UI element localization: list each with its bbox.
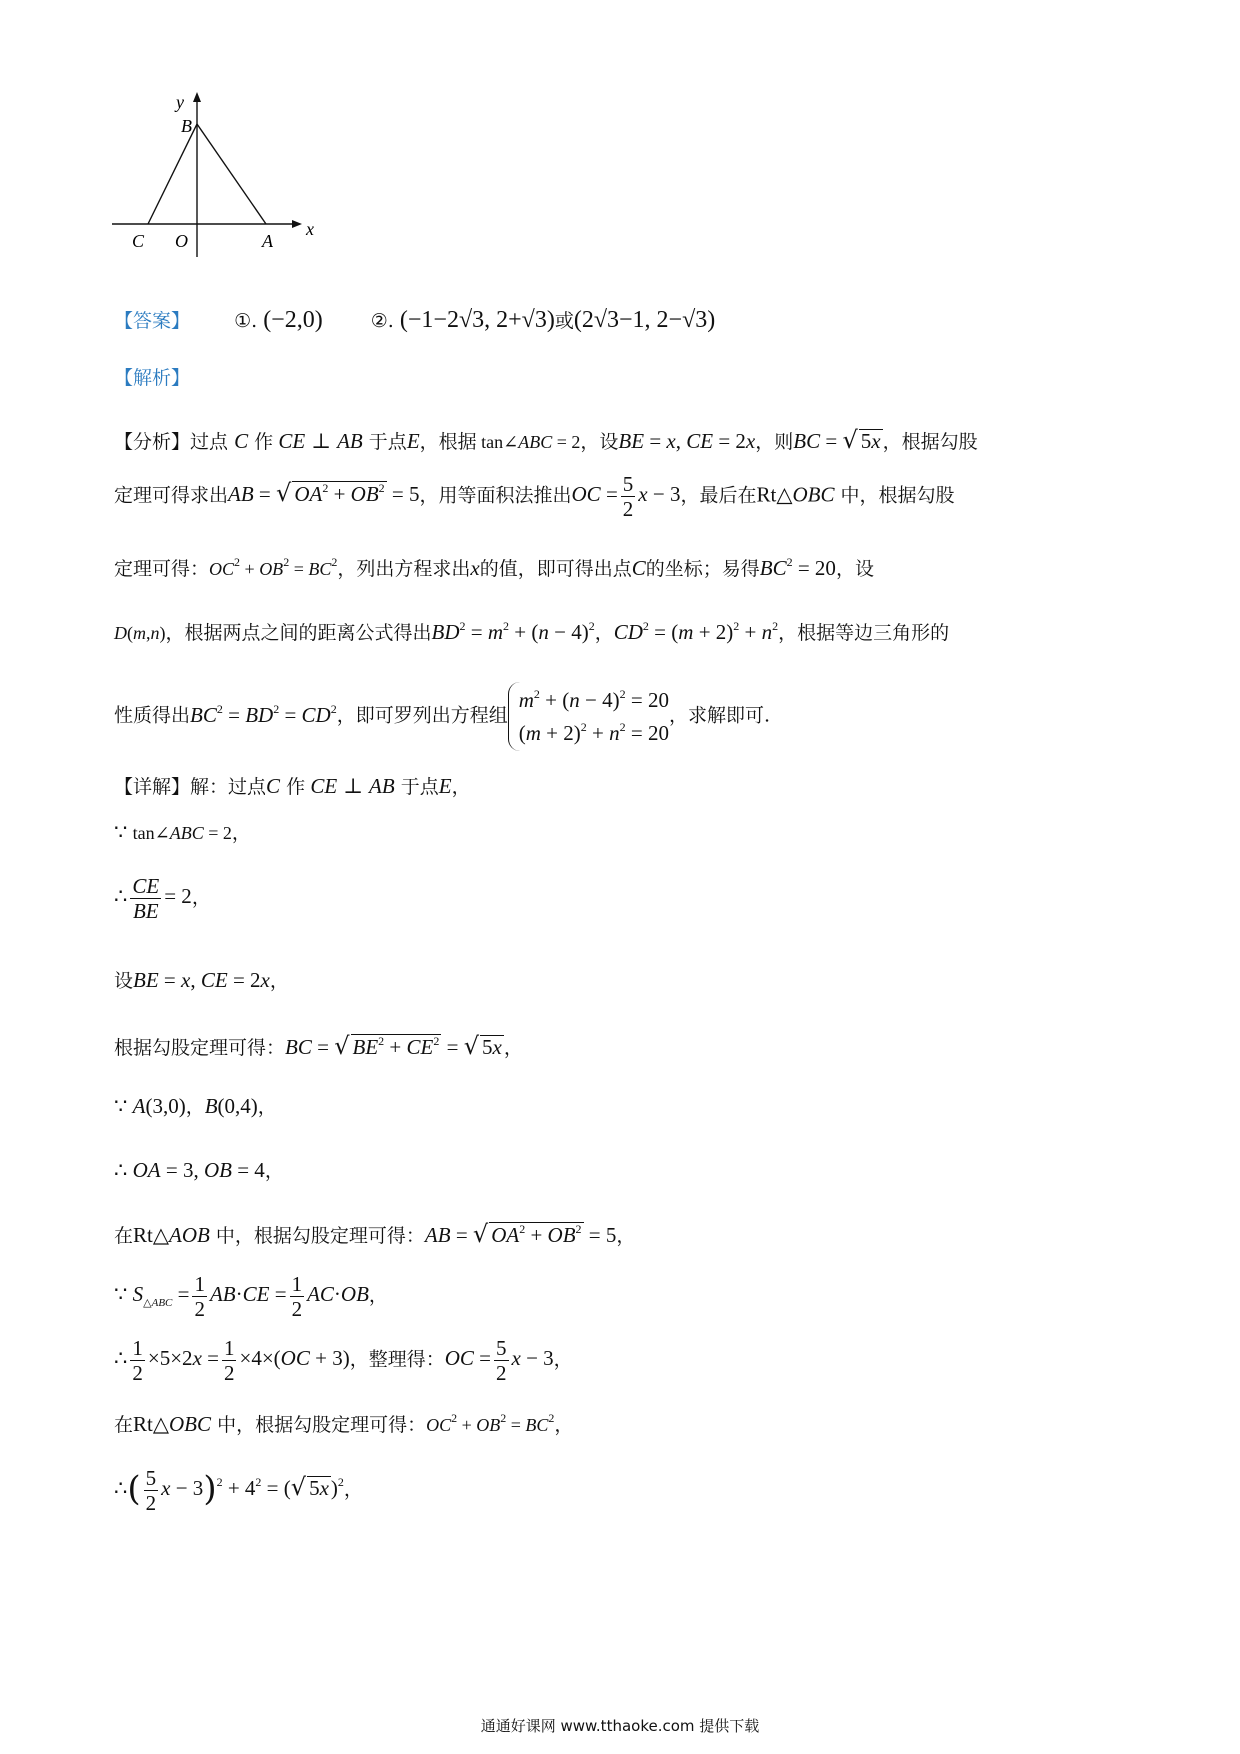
fenxi-line-3: 定理可得：$OC^2 + OB^2 = BC^2$，列出方程求出x的值，即可得出点C的坐标；易得$BC^2 = 20$，设 — [114, 555, 874, 580]
detail-text: 中，根据勾股定理可得： — [215, 1225, 425, 1247]
detail-text: 作 — [286, 776, 306, 798]
fenxi-text: 的坐标；易得 — [645, 558, 760, 580]
analysis-tag: 【解析】 — [114, 367, 191, 389]
label-x: x — [306, 219, 314, 239]
fenxi-text: ，则 — [755, 431, 794, 453]
fenxi-text: ，求解即可. — [668, 704, 770, 727]
detail-line-6: ∵ A(3,0)，B(0,4)， — [114, 1094, 277, 1118]
fenxi-text: ，列出方程求出 — [337, 558, 471, 580]
detail-text: ，整理得： — [349, 1348, 445, 1371]
fenxi-text: ，即可罗列出方程组 — [336, 704, 508, 727]
detail-text: 中，根据勾股定理可得： — [217, 1414, 427, 1436]
fenxi-tag: 【分析】 — [114, 431, 191, 453]
fenxi-text: ，设 — [580, 431, 619, 453]
fenxi-text: 定理可得： — [114, 558, 210, 580]
detail-tag: 【详解】 — [114, 776, 191, 798]
segment-ba — [197, 124, 266, 224]
x-axis-arrow — [292, 220, 302, 228]
detail-text: 根据勾股定理可得： — [114, 1037, 286, 1059]
fenxi-text: ，设 — [835, 558, 874, 580]
answer-2-value-b: (2√3−1, 2−√3) — [573, 307, 716, 333]
footer: 通通好课网 www.tthaoke.com 提供下载 — [480, 1717, 760, 1735]
coordinate-figure — [112, 92, 312, 262]
answer-1-label: ①. — [234, 310, 258, 332]
fenxi-line-5: 性质得出$BC^2 = BD^2 = CD^2$，即可罗列出方程组 $m^2 + (n - 4)^2 = 20$ $(m + 2)^2 + n^2 = 20$ ，求解即可. — [114, 682, 770, 751]
answer-line — [114, 308, 715, 332]
detail-line-5: 根据勾股定理可得：BC = √ $BE^2 + CE^2$ = √ 5x ， — [114, 1032, 523, 1060]
fenxi-text: ，根据 — [419, 431, 477, 453]
detail-line-4: 设BE = x, CE = 2x， — [114, 968, 289, 992]
fenxi-text: 性质得出 — [114, 704, 191, 727]
detail-text: 于点 — [400, 776, 439, 798]
answer-2-or: 或 — [554, 310, 574, 332]
detail-line-8: 在Rt△AOB 中，根据勾股定理可得：AB = √ $OA^2 + OB^2 = 5$， — [114, 1220, 636, 1248]
detail-line-3: ∴ $\frac{CE}{BE}$ = 2， — [114, 874, 211, 924]
detail-line-7: ∴ OA = 3, OB = 4， — [114, 1158, 284, 1182]
fenxi-text: ，根据勾股 — [882, 431, 978, 453]
fenxi-line-2: 定理可得求出AB = √ $OA^2 + OB^2 = 5$，用等面积法推出OC = $\frac{5}{2}$ x − 3，最后在Rt△OBC 中，根据勾股 — [114, 472, 955, 522]
detail-text: 设 — [114, 970, 134, 992]
answer-tag: 【答案】 — [114, 310, 191, 332]
answer-2-value-a: (−1−2√3, 2+√3) — [399, 307, 555, 333]
detail-line-11: 在Rt△OBC 中，根据勾股定理可得：$OC^2 + OB^2 = BC^2$， — [114, 1411, 574, 1436]
fenxi-text: 于点 — [368, 431, 407, 453]
fenxi-line-4: D(m,n)，根据两点之间的距离公式得出$BD^2 = m^2 + (n - 4)^2$，$CD^2 = (m + 2)^2 + n^2$，根据等边三角形的 — [114, 619, 950, 644]
label-b: B — [181, 116, 192, 136]
detail-line-10: ∴ $\frac{1}{2}$ ×5×2x = $\frac{1}{2}$ ×4×(OC + 3)，整理得：OC = $\frac{5}{2}$ x − 3， — [114, 1336, 573, 1386]
fenxi-text: ，根据两点之间的距离公式得出 — [165, 622, 432, 644]
fenxi-text: ，最后在 — [680, 484, 757, 507]
detail-line-9: ∵ $S_{\triangle ABC}$ = $\frac{1}{2}$ AB·CE = $\frac{1}{2}$ AC·OB， — [114, 1272, 388, 1322]
label-a: A — [262, 231, 273, 251]
detail-line-2: ∵ tan∠ABC = 2， — [114, 820, 251, 844]
fenxi-text: 的值，即可得出点 — [479, 558, 632, 580]
fenxi-line-1: 【分析】过点 C 作 CE ⊥ AB 于点E，根据 tan∠ABC = 2，设BE = x, CE = 2x，则BC = √ 5x ，根据勾股 — [114, 426, 978, 454]
segment-cb — [148, 124, 197, 224]
label-c: C — [132, 231, 145, 251]
detail-text: 解：过点 — [190, 776, 267, 798]
fenxi-text: 作 — [254, 431, 274, 453]
fenxi-text: 中，根据勾股 — [840, 484, 955, 507]
detail-line-12: ∴( $\frac{5}{2}$ $x - 3)^2 + 4^2$ = (√ 5x)$^2$， — [114, 1466, 363, 1516]
answer-1-value: (−2,0) — [263, 307, 323, 333]
label-y: y — [176, 92, 184, 112]
detail-text: 在 — [114, 1225, 134, 1247]
fenxi-text: 过点 — [190, 431, 229, 453]
fenxi-text: 定理可得求出 — [114, 484, 229, 507]
detail-line-1: 【详解】解：过点C 作 CE ⊥ AB 于点E， — [114, 774, 471, 798]
y-axis-arrow — [193, 92, 201, 102]
answer-2-label: ②. — [370, 310, 394, 332]
label-o: O — [175, 231, 188, 251]
fenxi-text: ，用等面积法推出 — [419, 484, 572, 507]
detail-text: 在 — [114, 1414, 134, 1436]
equation-system: $m^2 + (n - 4)^2 = 20$ $(m + 2)^2 + n^2 = 20$ — [508, 682, 669, 751]
fenxi-text: ，根据等边三角形的 — [778, 622, 950, 644]
